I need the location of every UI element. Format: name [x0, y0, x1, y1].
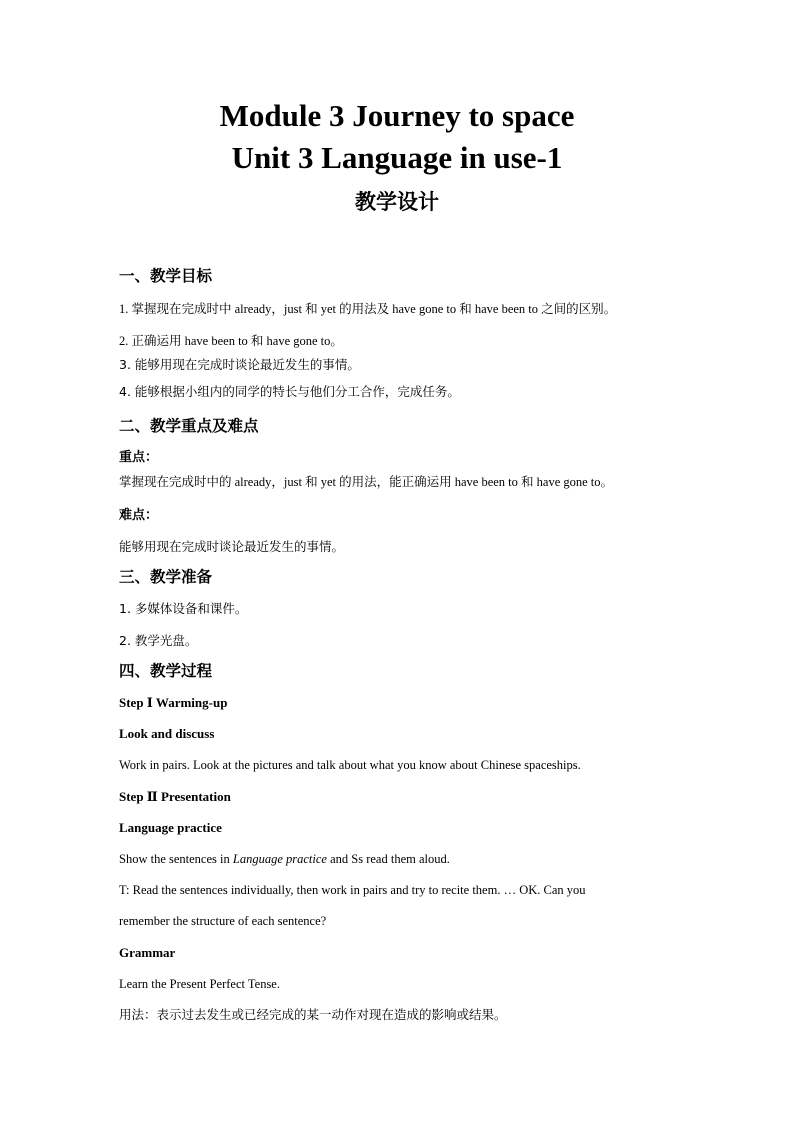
step2-subtitle: Language practice	[119, 820, 222, 835]
step2-text	[119, 851, 450, 867]
objective-item-3: 3. 能够用现在完成时谈论最近发生的事情。	[119, 357, 360, 372]
section-process-heading: 四、教学过程	[119, 662, 213, 680]
step2-teacher-line-1: T: Read the sentences individually, then work in pairs and try to recite them. … OK. Can you	[119, 883, 586, 897]
objective-item-2: 2. 正确运用 have been to 和 have gone to。	[119, 334, 343, 348]
section-preparation-heading: 三、教学准备	[119, 568, 213, 586]
doc-title-design: 教学设计	[355, 190, 439, 214]
step1-subtitle: Look and discuss	[119, 726, 215, 741]
key-point-text: 掌握现在完成时中的 already，just 和 yet 的用法，能正确运用 have been to 和 have gone to。	[119, 475, 614, 489]
grammar-title: Grammar	[119, 945, 176, 960]
preparation-item-1: 1. 多媒体设备和课件。	[119, 601, 248, 616]
section-key-points-heading: 二、教学重点及难点	[119, 417, 259, 435]
grammar-text: Learn the Present Perfect Tense.	[119, 977, 280, 991]
step2-text-pre: Show the sentences in	[119, 852, 233, 866]
key-point-label: 重点：	[119, 450, 159, 465]
objective-item-4: 4. 能够根据小组内的同学的特长与他们分工合作，完成任务。	[119, 384, 460, 399]
step2-text-post: and Ss read them aloud.	[326, 852, 450, 866]
step2-text-italic: Language practice	[232, 852, 327, 866]
section-objectives-heading: 一、教学目标	[119, 267, 213, 285]
usage-text: 用法：表示过去发生或已经完成的某一动作对现在造成的影响或结果。	[119, 1007, 507, 1022]
doc-title-module: Module 3 Journey to space	[219, 98, 575, 133]
objective-item-1: 1. 掌握现在完成时中 already，just 和 yet 的用法及 have gone to 和 have been to 之间的区别。	[119, 302, 617, 316]
difficult-point-text: 能够用现在完成时谈论最近发生的事情。	[119, 539, 345, 554]
step2-title: Step Ⅱ Presentation	[119, 789, 231, 804]
difficult-point-label: 难点：	[119, 508, 159, 523]
step1-text: Work in pairs. Look at the pictures and talk about what you know about Chinese spaceships.	[119, 758, 581, 772]
doc-title-unit: Unit 3 Language in use-1	[231, 140, 563, 175]
step2-teacher-line-2: remember the structure of each sentence?	[119, 914, 327, 928]
step1-title: Step Ⅰ Warming-up	[119, 695, 228, 710]
preparation-item-2: 2. 教学光盘。	[119, 633, 198, 648]
